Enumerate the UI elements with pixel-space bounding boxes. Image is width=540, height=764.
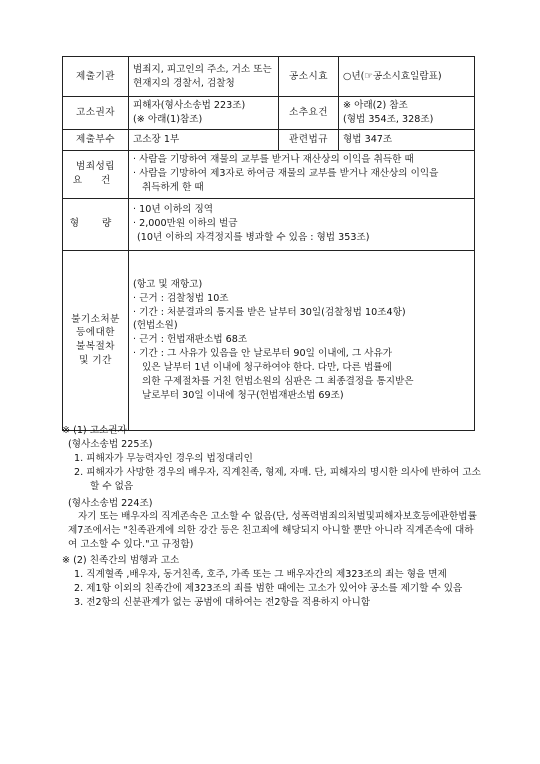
row-crime-requirements — [63, 150, 475, 198]
row-penalty — [63, 198, 475, 250]
list-item: · 2,000만원 이하의 벌금 — [133, 218, 238, 230]
penalty-2: 2,000만원 이하의 벌금 — [139, 218, 238, 230]
list-item: · 10년 이하의 징역 — [133, 204, 214, 216]
label-submission-agency: 제출기관 — [63, 57, 129, 97]
appeal-period-2-line4: 날로부터 30일 이내에 청구(헌법재판소법 69조) — [142, 389, 344, 401]
list-item: · 기간 : 처분결과의 통지를 받은 날부터 30일(검찰청법 10조4항) — [133, 306, 406, 318]
label-copies: 제출부수 — [63, 129, 129, 150]
value-submission-agency: 범죄지, 피고인의 주소, 거소 또는 현재지의 경찰서, 검찰청 — [129, 57, 279, 97]
complainant-law: 피해자(형사소송법 223조) — [133, 100, 246, 111]
crime-requirement-2: 사람을 기망하여 제3자로 하여금 재물의 교부를 받거나 재산상의 이익을 취득하게 한 때 — [139, 168, 439, 194]
value-prosecution-requirement — [339, 97, 475, 130]
appeal-basis-1: 근거 : 검찰청법 10조 — [139, 292, 229, 304]
value-related-law: 형법 347조 — [339, 129, 475, 150]
value-statute-of-limitations: ○년(☞공소시효일람표) — [339, 57, 475, 97]
row-appeal — [63, 250, 475, 430]
note-1-paragraph: 자기 또는 배우자의 직계존속은 고소할 수 없음(단, 성폭력범죄의처벌및피해자보호등에관한법률 제7조에서는 "친족관계에 의한 강간 등은 친고죄에 해당되지 아니할 뿐만 아니라 직계존속에 대하여 고소할 수 있다."고 규정함) — [68, 511, 477, 551]
note-1-law-b: (형사소송법 224조) — [68, 497, 153, 509]
label-prosecution-requirement: 소추요건 — [279, 97, 339, 130]
label-appeal — [63, 250, 129, 430]
note-2-item-3: 3. 전2항의 신분관계가 없는 공범에 대하여는 전2항을 적용하지 아니함 — [74, 596, 370, 608]
note-1-item-1: 1. 피해자가 무능력자인 경우의 법정대리인 — [74, 452, 253, 464]
label-statute-of-limitations: 공소시효 — [279, 57, 339, 97]
appeal-basis-2: 근거 : 헌법재판소법 68조 — [139, 334, 248, 346]
label-penalty-text: 형 량 — [69, 218, 122, 230]
value-crime-requirements — [129, 150, 475, 198]
label-crime-requirements-line1: 범죄성립 — [75, 161, 116, 173]
row-submission-agency — [63, 57, 475, 97]
list-item: · 사람을 기망하여 제3자로 하여금 재물의 교부를 받거나 재산상의 이익을 취득하게 한 때 — [133, 168, 439, 194]
label-penalty — [63, 198, 129, 250]
penalty-3: (10년 이하의 자격정지를 병과할 수 있음 : 형법 353조) — [137, 232, 370, 244]
complainant-note: (※ 아래(1)참조) — [133, 113, 203, 125]
label-appeal-line4: 및 기간 — [79, 355, 112, 367]
appeal-heading-1: (항고 및 재항고) — [133, 278, 203, 290]
penalty-1: 10년 이하의 징역 — [139, 204, 214, 216]
label-appeal-line1: 불기소처분 — [71, 313, 120, 325]
note-2-item-1: 1. 직계혈족 ,배우자, 동거친족, 호주, 가족 또는 그 배우자간의 제323조의 죄는 형을 면제 — [74, 569, 447, 581]
value-penalty — [129, 198, 475, 250]
note-2-heading: ※ (2) 친족간의 범행과 고소 — [62, 555, 180, 567]
prosecution-note: ※ 아래(2) 참조 — [343, 100, 408, 111]
appeal-heading-2: (헌법소원) — [133, 320, 178, 332]
label-complainant: 고소권자 — [63, 97, 129, 130]
label-related-law: 관련법규 — [279, 129, 339, 150]
list-item: · 근거 : 검찰청법 10조 — [133, 292, 229, 304]
list-item: · 기간 : 그 사유가 있음을 안 날로부터 90일 이내에, 그 사유가 — [133, 348, 392, 360]
row-copies — [63, 129, 475, 150]
label-appeal-line2: 등에대한 — [75, 327, 116, 339]
notes-section — [62, 424, 482, 610]
appeal-period-2-line2: 있은 날부터 1년 이내에 청구하여야 한다. 다만, 다른 법률에 — [142, 362, 392, 374]
value-appeal — [129, 250, 475, 430]
label-appeal-line3: 불복절차 — [75, 341, 116, 353]
prosecution-law: (형법 354조, 328조) — [343, 113, 434, 125]
crime-requirement-1: 사람을 기망하여 재물의 교부를 받거나 재산상의 이익을 취득한 때 — [139, 154, 414, 166]
note-1-heading: ※ (1) 고소권자 — [62, 425, 127, 436]
row-complainant — [63, 97, 475, 130]
note-1-item-2: 2. 피해자가 사망한 경우의 배우자, 직계친족, 형제, 자매. 단, 피해자의 명시한 의사에 반하여 고소할 수 없음 — [74, 466, 481, 492]
label-crime-requirements-line2: 요 건 — [72, 175, 119, 187]
complaint-info-table — [62, 56, 475, 431]
note-1-law-a: (형사소송법 225조) — [68, 438, 153, 450]
note-2-item-2: 2. 제1항 이외의 친족간에 제323조의 죄를 범한 때에는 고소가 있어야 공소를 제기할 수 있음 — [74, 582, 463, 594]
appeal-period-2-line1: 기간 : 그 사유가 있음을 안 날로부터 90일 이내에, 그 사유가 — [139, 348, 392, 360]
value-copies: 고소장 1부 — [129, 129, 279, 150]
label-crime-requirements — [63, 150, 129, 198]
appeal-period-1: 기간 : 처분결과의 통지를 받은 날부터 30일(검찰청법 10조4항) — [139, 306, 406, 318]
list-item: · 근거 : 헌법재판소법 68조 — [133, 334, 248, 346]
value-complainant — [129, 97, 279, 130]
list-item: · 사람을 기망하여 재물의 교부를 받거나 재산상의 이익을 취득한 때 — [133, 154, 414, 166]
appeal-period-2-line3: 의한 구제절차를 거친 헌법소원의 심판은 그 최종결정을 통지받은 — [142, 376, 414, 388]
